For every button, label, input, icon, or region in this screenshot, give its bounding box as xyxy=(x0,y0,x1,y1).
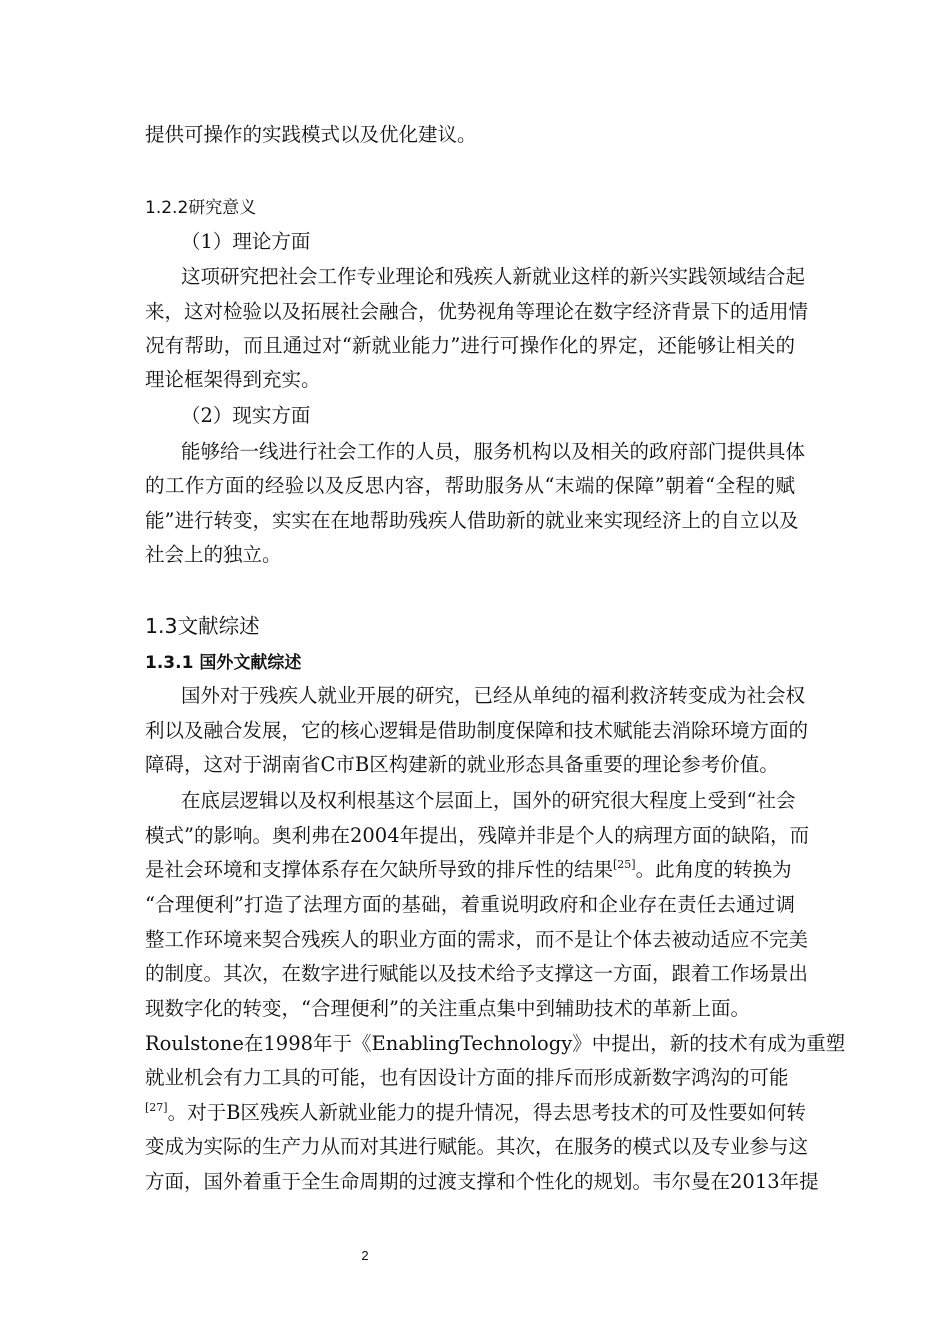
paragraph-line-with-citation xyxy=(145,1101,806,1125)
paragraph-line: 能够给一线进行社会工作的人员，服务机构以及相关的政府部门提供具体 xyxy=(181,440,806,463)
paragraph-line: “合理便利”打造了法理方面的基础，着重说明政府和企业存在责任去通过调 xyxy=(145,893,795,916)
paragraph-line: 提供可操作的实践模式以及优化建议。 xyxy=(145,123,477,146)
paragraph-line: 社会上的独立。 xyxy=(145,543,282,566)
paragraph-line: 障碍，这对于湖南省C市B区构建新的就业形态具备重要的理论参考价值。 xyxy=(145,753,779,776)
text-run: 。对于B区残疾人新就业能力的提升情况，得去思考技术的可及性要如何转 xyxy=(167,1101,806,1124)
section-heading-1-3-1: 1.3.1 国外文献综述 xyxy=(145,653,302,673)
citation-ref: [27] xyxy=(145,1101,168,1114)
paragraph-line: 方面，国外着重于全生命周期的过渡支撑和个性化的规划。韦尔曼在2013年提 xyxy=(145,1170,819,1193)
paragraph-line-with-citation xyxy=(145,858,792,882)
subheading-theory: （1）理论方面 xyxy=(181,230,311,253)
page-number: 2 xyxy=(361,1248,369,1263)
paragraph-line: 国外对于残疾人就业开展的研究，已经从单纯的福利救济转变成为社会权 xyxy=(181,684,806,707)
section-heading-1-3: 1.3文献综述 xyxy=(145,614,260,638)
paragraph-line: 模式”的影响。奥利弗在2004年提出，残障并非是个人的病理方面的缺陷，而 xyxy=(145,824,810,847)
paragraph-line: 的工作方面的经验以及反思内容，帮助服务从“末端的保障”朝着“全程的赋 xyxy=(145,474,795,497)
subheading-practice: （2）现实方面 xyxy=(181,404,311,427)
paragraph-line: 利以及融合发展，它的核心逻辑是借助制度保障和技术赋能去消除环境方面的 xyxy=(145,719,809,742)
paragraph-line: 能”进行转变，实实在在地帮助残疾人借助新的就业来实现经济上的自立以及 xyxy=(145,509,799,532)
text-run: 是社会环境和支撑体系存在欠缺所导致的排斥性的结果 xyxy=(145,858,614,881)
paragraph-line: Roulstone在1998年于《EnablingTechnology》中提出，新的技术有成为重塑 xyxy=(145,1032,846,1055)
paragraph-line: 来，这对检验以及拓展社会融合，优势视角等理论在数字经济背景下的适用情 xyxy=(145,300,809,323)
paragraph-line: 这项研究把社会工作专业理论和残疾人新就业这样的新兴实践领域结合起 xyxy=(181,265,806,288)
paragraph-line: 整工作环境来契合残疾人的职业方面的需求，而不是让个体去被动适应不完美 xyxy=(145,928,809,951)
paragraph-line: 就业机会有力工具的可能，也有因设计方面的排斥而形成新数字鸿沟的可能 xyxy=(145,1066,789,1089)
paragraph-line: 变成为实际的生产力从而对其进行赋能。其次，在服务的模式以及专业参与这 xyxy=(145,1135,809,1158)
paragraph-line: 况有帮助，而且通过对“新就业能力”进行可操作化的界定，还能够让相关的 xyxy=(145,334,795,357)
paragraph-line: 的制度。其次，在数字进行赋能以及技术给予支撑这一方面，跟着工作场景出 xyxy=(145,962,809,985)
paragraph-line: 现数字化的转变，“合理便利”的关注重点集中到辅助技术的革新上面。 xyxy=(145,997,750,1020)
text-run: 。此角度的转换为 xyxy=(635,858,792,881)
section-heading-1-2-2: 1.2.2研究意义 xyxy=(145,198,257,218)
paragraph-line: 理论框架得到充实。 xyxy=(145,368,321,391)
paragraph-line: 在底层逻辑以及权利根基这个层面上，国外的研究很大程度上受到“社会 xyxy=(181,789,796,812)
citation-ref: [25] xyxy=(613,858,636,871)
